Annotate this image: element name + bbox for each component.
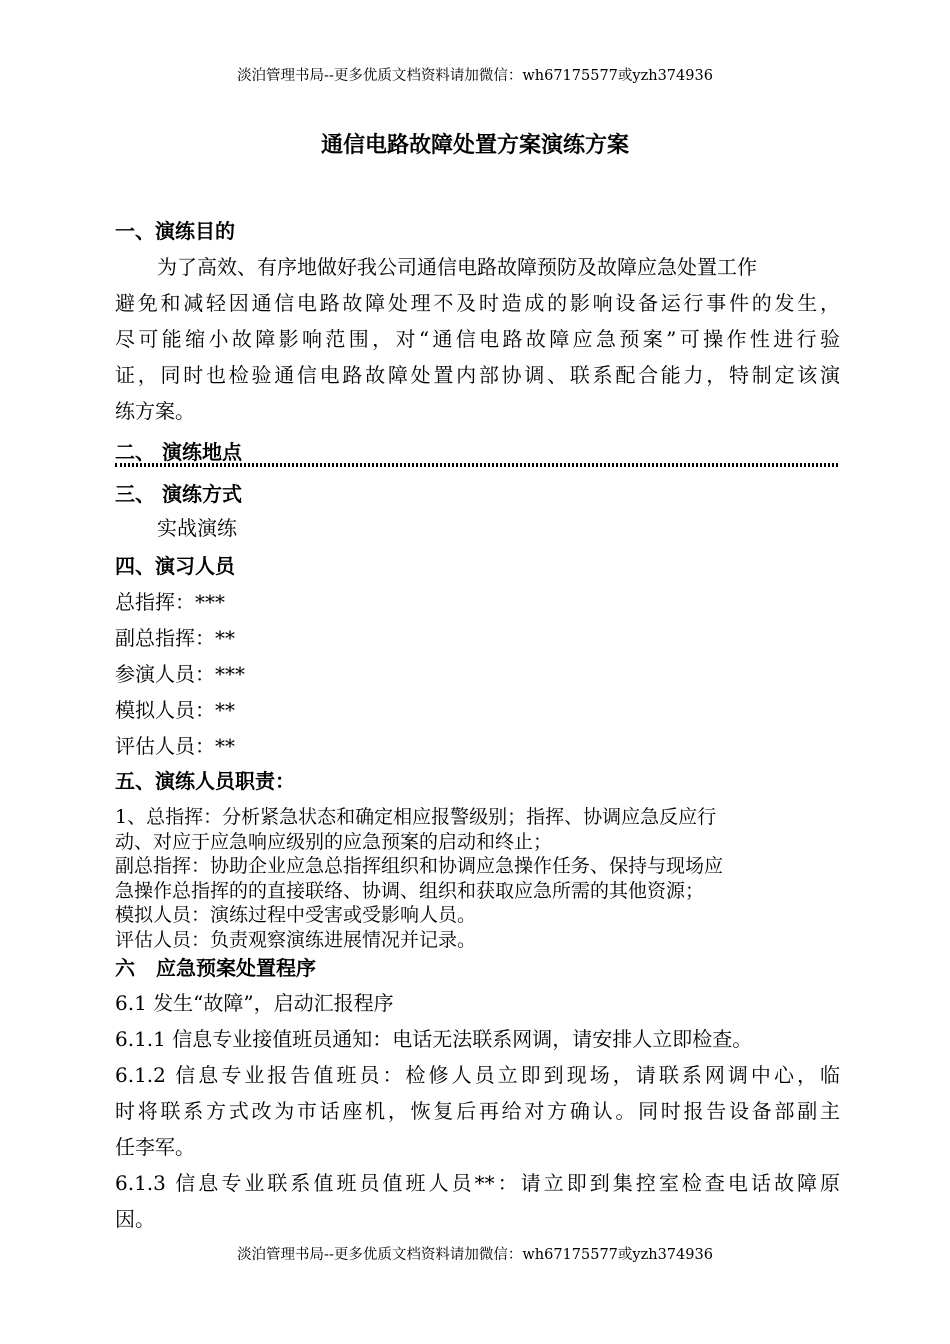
duty-line: 动、对应于应急响应级别的应急预案的启动和终止； <box>115 830 553 853</box>
personnel-item: 评估人员：** <box>115 734 235 758</box>
procedure-line: 6.1.3 信息专业联系值班员值班人员**：请立即到集控室检查电话故障原 <box>115 1171 840 1195</box>
section-1-paragraph <box>115 249 840 429</box>
section-4-heading: 四、演习人员 <box>115 554 235 578</box>
dotted-divider <box>115 463 838 467</box>
procedure-line: 6.1.2 信息专业报告值班员：检修人员立即到现场，请联系网调中心，临 <box>115 1063 840 1087</box>
section-6-heading: 六 应急预案处置程序 <box>115 956 316 980</box>
document-title: 通信电路故障处置方案演练方案 <box>320 132 629 158</box>
duties-list <box>115 805 840 952</box>
section-3-content: 实战演练 <box>157 516 237 540</box>
section-1-line: 尽可能缩小故障影响范围，对“通信电路故障应急预案”可操作性进行验 <box>115 327 840 351</box>
duty-line: 1、总指挥：分析紧急状态和确定相应报警级别；指挥、协调应急反应行 <box>115 806 717 828</box>
page-footer: 淡泊管理书局--更多优质文档资料请加微信：wh67175577或yzh374936 <box>237 1247 713 1263</box>
section-1-line: 证，同时也检验通信电路故障处置内部协调、联系配合能力，特制定该演 <box>115 363 840 387</box>
duty-line: 模拟人员：演练过程中受害或受影响人员。 <box>115 904 477 926</box>
duty-line: 评估人员：负责观察演练进展情况并记录。 <box>115 928 477 951</box>
procedure-line: 任李军。 <box>115 1135 195 1159</box>
procedure-line: 6.1.1 信息专业接值班员通知：电话无法联系网调，请安排人立即检查。 <box>115 1027 753 1051</box>
procedure-line: 时将联系方式改为市话座机，恢复后再给对方确认。同时报告设备部副主 <box>115 1099 840 1123</box>
personnel-item: 总指挥：*** <box>115 590 225 614</box>
duty-line: 副总指挥：协助企业应急总指挥组织和协调应急操作任务、保持与现场应 <box>115 855 724 877</box>
section-1-line: 练方案。 <box>115 399 195 423</box>
section-1-line: 避免和减轻因通信电路故障处理不及时造成的影响设备运行事件的发生， <box>115 291 840 315</box>
section-1-line: 为了高效、有序地做好我公司通信电路故障预防及故障应急处置工作 <box>157 255 757 279</box>
procedure-line: 6.1 发生“故障”，启动汇报程序 <box>115 991 394 1015</box>
procedure-list <box>115 985 840 1237</box>
section-2-heading: 二、 演练地点 <box>115 440 242 464</box>
personnel-item: 副总指挥：** <box>115 626 235 650</box>
section-1-heading: 一、演练目的 <box>115 219 235 243</box>
personnel-list <box>115 584 840 764</box>
section-5-heading: 五、演练人员职责： <box>115 769 295 793</box>
personnel-item: 参演人员：*** <box>115 662 245 686</box>
duty-line: 急操作总指挥的的直接联络、协调、组织和获取应急所需的其他资源； <box>115 879 705 902</box>
section-3-heading: 三、 演练方式 <box>115 482 242 506</box>
personnel-item: 模拟人员：** <box>115 698 235 722</box>
procedure-line: 因。 <box>115 1207 155 1231</box>
page-header: 淡泊管理书局--更多优质文档资料请加微信：wh67175577或yzh374936 <box>237 68 713 84</box>
